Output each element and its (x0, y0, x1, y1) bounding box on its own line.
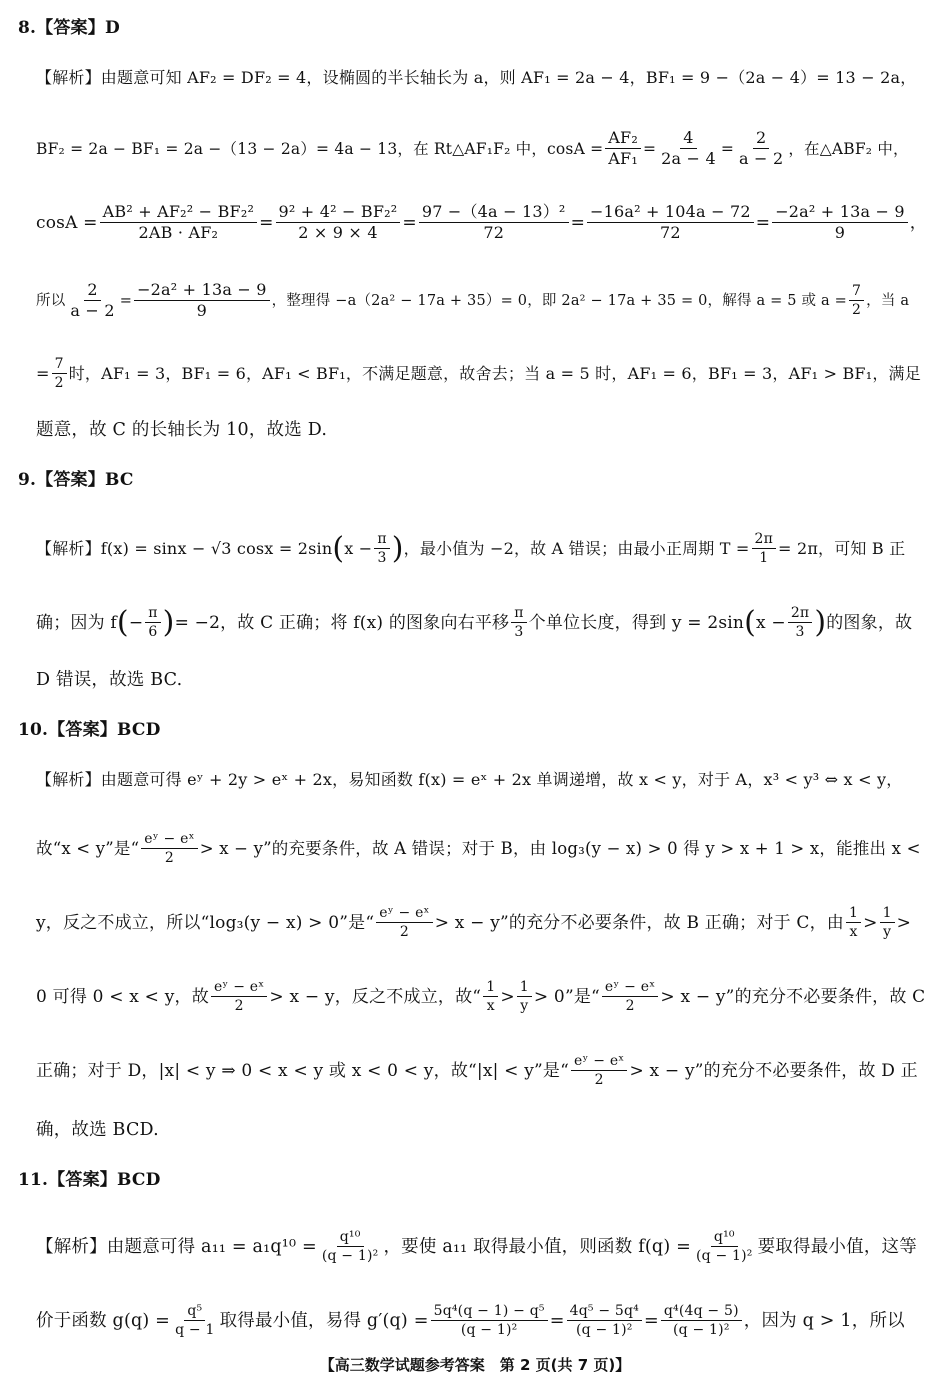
text: − (128, 612, 144, 633)
text: > x − y”的充分不必要条件，故 C (660, 986, 926, 1007)
numerator: eʸ − eˣ (141, 830, 197, 849)
numerator: 1 (846, 904, 861, 923)
text: = (549, 1310, 565, 1331)
q10-line-2 (36, 830, 928, 867)
numerator: 1 (517, 978, 532, 997)
numerator: eʸ − eˣ (602, 978, 658, 997)
denominator: y (883, 924, 892, 940)
equals: = (755, 212, 771, 233)
text: 正确；对于 D，|x| < y ⇒ 0 < x < y 或 x < 0 < y，故“|x| < y”是“ (36, 1060, 569, 1081)
q9-answer: 9.【答案】BC (18, 470, 134, 490)
numerator: q¹⁰ (337, 1228, 364, 1247)
denominator: AF₁ (608, 149, 638, 168)
q8-line-2 (36, 128, 928, 169)
denominator: 9 (196, 301, 208, 320)
fraction (661, 1302, 742, 1339)
denominator: 6 (148, 624, 158, 640)
text: cosA = (36, 212, 98, 233)
denominator: (q − 1)² (575, 1322, 633, 1338)
denominator: 2 (852, 302, 862, 318)
fraction (145, 604, 160, 641)
denominator: (q − 1)² (695, 1248, 753, 1264)
numerator: eʸ − eˣ (376, 904, 432, 923)
numerator: 2π (788, 604, 813, 623)
numerator: 7 (849, 282, 864, 301)
right-paren: ) (814, 604, 827, 640)
fraction (880, 904, 895, 941)
fraction (319, 1228, 382, 1265)
text: ，最小值为 −2，故 A 错误；由最小正周期 T = (403, 538, 750, 558)
denominator: x (486, 998, 495, 1014)
numerator: −2a² + 13a − 9 (134, 280, 270, 301)
text: > 0”是“ (533, 986, 600, 1007)
text: = (644, 1310, 659, 1331)
text: 0 可得 0 < x < y，故 (36, 986, 209, 1007)
numerator: eʸ − eˣ (571, 1052, 627, 1071)
fraction (605, 128, 641, 169)
denominator: (q − 1)² (460, 1322, 518, 1338)
fraction (483, 978, 498, 1015)
text: 个单位长度，得到 y = 2sin (528, 612, 745, 633)
denominator: 2 (234, 998, 244, 1014)
numerator: 1 (483, 978, 498, 997)
q9-line-1 (36, 530, 928, 567)
fraction (134, 280, 270, 321)
q8-line-4 (36, 280, 928, 321)
numerator: 2 (753, 128, 769, 149)
fraction (736, 128, 786, 169)
text: > (896, 912, 912, 933)
denominator: a − 2 (70, 301, 115, 320)
denominator: 3 (795, 624, 805, 640)
fraction (849, 282, 864, 319)
fraction (276, 202, 401, 243)
denominator: (q − 1)² (673, 1322, 730, 1338)
q9-line-2 (36, 604, 928, 641)
left-paren: ( (744, 604, 756, 640)
text: > (863, 912, 878, 933)
fraction (752, 530, 777, 567)
left-paren: ( (116, 604, 129, 640)
fraction (658, 128, 719, 169)
text: y，反之不成立，所以“log₃(y − x) > 0”是“ (36, 912, 375, 933)
denominator: 72 (483, 223, 505, 242)
fraction (788, 604, 813, 641)
equals: = (402, 212, 417, 233)
fraction (172, 1302, 218, 1339)
numerator: 2π (752, 530, 777, 549)
equals: = (570, 212, 586, 233)
numerator: 2 (84, 280, 100, 301)
right-paren: ) (162, 604, 175, 640)
denominator: (q − 1)² (321, 1248, 379, 1264)
fraction (567, 1302, 642, 1339)
fraction (100, 202, 257, 243)
equals: = (720, 139, 735, 158)
fraction (376, 904, 432, 941)
text: ， (909, 212, 927, 233)
q10-line-5 (36, 1052, 928, 1089)
text: 要取得最小值，这等 (757, 1236, 917, 1257)
denominator: a − 2 (739, 149, 784, 168)
page-footer: 【高三数学试题参考答案 第 2 页(共 7 页)】 (319, 1356, 631, 1374)
fraction (571, 1052, 627, 1089)
q11-line-1 (36, 1228, 928, 1265)
text: 的图象，故 (826, 612, 913, 633)
denominator: 2 (594, 1072, 604, 1088)
fraction (374, 530, 389, 567)
numerator: −16a² + 104a − 72 (587, 202, 754, 223)
text: x − (755, 612, 786, 633)
text: 【解析】f(x) = sinx − √3 cosx = 2sin (36, 538, 333, 558)
text: ，整理得 −a（2a² − 17a + 35）= 0，即 2a² − 17a + 35 = 0，解得 a = 5 或 a = (271, 292, 848, 309)
denominator: 2 × 9 × 4 (298, 223, 378, 242)
denominator: 2a − 4 (661, 149, 716, 168)
q10-line-3 (36, 904, 928, 941)
text: > x − y”的充要条件，故 A 错误；对于 B，由 log₃(y − x) > 0 得 y > x + 1 > x，能推出 x < (199, 838, 921, 858)
text: ，因为 q > 1，所以 (743, 1310, 905, 1331)
numerator: π (374, 530, 389, 549)
equals: = (119, 292, 133, 309)
numerator: q⁴(4q − 5) (661, 1302, 742, 1321)
fraction (511, 604, 526, 641)
fraction (693, 1228, 756, 1265)
fraction (846, 904, 861, 941)
q8-line-5 (36, 355, 928, 392)
numerator: 4q⁵ − 5q⁴ (567, 1302, 642, 1321)
numerator: eʸ − eˣ (211, 978, 267, 997)
q11-line-2 (36, 1302, 928, 1339)
text: 取得最小值，易得 g′(q) = (219, 1310, 429, 1331)
denominator: 2 (164, 850, 175, 866)
numerator: q¹⁰ (711, 1228, 738, 1247)
text: > x − y，反之不成立，故“ (269, 986, 482, 1007)
denominator: 1 (759, 550, 769, 566)
denominator: q − 1 (175, 1322, 215, 1338)
fraction (141, 830, 197, 867)
q8-answer: 8.【答案】D (18, 18, 120, 38)
numerator: π (145, 604, 160, 623)
text: ，当 a (866, 292, 910, 309)
numerator: 1 (880, 904, 895, 923)
fraction (587, 202, 754, 243)
q10-line-4 (36, 978, 928, 1015)
numerator: AF₂ (605, 128, 641, 149)
text: 时，AF₁ = 3，BF₁ = 6，AF₁ < BF₁，不满足题意，故舍去；当 a = 5 时，AF₁ = 6，BF₁ = 3，AF₁ > BF₁，满足 (68, 363, 921, 383)
text: x − (344, 538, 373, 558)
numerator: 7 (52, 355, 67, 374)
fraction (772, 202, 908, 243)
text: > x − y”的充分不必要条件，故 B 正确；对于 C，由 (434, 912, 844, 933)
equals: = (259, 212, 274, 233)
text: 【解析】由题意可得 a₁₁ = a₁q¹⁰ = (36, 1236, 317, 1257)
text: > x − y”的充分不必要条件，故 D 正 (629, 1060, 918, 1081)
fraction (431, 1302, 548, 1339)
denominator: 2 (399, 924, 410, 940)
left-paren: ( (332, 530, 345, 566)
fraction (602, 978, 658, 1015)
denominator: 3 (514, 624, 524, 640)
q10-line-1: 【解析】由题意可得 eʸ + 2y > eˣ + 2x，易知函数 f(x) = eˣ + 2x 单调递增，故 x < y，对于 A，x³ < y³ ⇔ x < y， (36, 770, 903, 789)
q8-line-3 (36, 202, 928, 243)
text: 价于函数 g(q) = (36, 1310, 171, 1331)
numerator: 4 (680, 128, 696, 149)
equals: = (642, 139, 657, 158)
fraction (52, 355, 67, 392)
q10-line-6: 确，故选 BCD. (36, 1120, 159, 1140)
text: ，要使 a₁₁ 取得最小值，则函数 f(q) = (383, 1236, 691, 1257)
q9-line-3: D 错误，故选 BC. (36, 670, 183, 690)
text: = −2，故 C 正确；将 f(x) 的图象向右平移 (174, 612, 510, 633)
fraction (67, 280, 117, 321)
text: 所以 (36, 292, 66, 309)
numerator: π (511, 604, 526, 623)
denominator: 2 (625, 998, 635, 1014)
text: 确；因为 f (36, 612, 117, 633)
numerator: 5q⁴(q − 1) − q⁵ (431, 1302, 548, 1321)
denominator: x (849, 924, 858, 940)
fraction (419, 202, 569, 243)
text: = (36, 363, 50, 383)
text: > (500, 986, 515, 1007)
text: = 2π，可知 B 正 (778, 538, 906, 558)
denominator: 2AB · AF₂ (138, 223, 219, 242)
q8-line-6: 题意，故 C 的长轴长为 10，故选 D. (36, 420, 328, 440)
numerator: q⁵ (184, 1302, 205, 1321)
denominator: 9 (834, 223, 846, 242)
numerator: AB² + AF₂² − BF₂² (100, 202, 257, 223)
denominator: 72 (659, 223, 681, 242)
numerator: −2a² + 13a − 9 (772, 202, 908, 223)
numerator: 97 −（4a − 13）² (419, 202, 569, 223)
right-paren: ) (391, 530, 404, 566)
text: 故“x < y”是“ (36, 838, 140, 858)
fraction (517, 978, 532, 1015)
denominator: y (520, 998, 529, 1014)
q8-line-1: 【解析】由题意可知 AF₂ = DF₂ = 4，设椭圆的半长轴长为 a，则 AF₁ = 2a − 4，BF₁ = 9 −（2a − 4）= 13 − 2a， (36, 68, 917, 87)
q10-answer: 10.【答案】BCD (18, 720, 161, 740)
text: ，在△ABF₂ 中， (788, 139, 909, 158)
q11-answer: 11.【答案】BCD (18, 1170, 161, 1190)
denominator: 3 (377, 550, 387, 566)
numerator: 9² + 4² − BF₂² (276, 202, 401, 223)
denominator: 2 (54, 375, 64, 391)
fraction (211, 978, 267, 1015)
text: BF₂ = 2a − BF₁ = 2a −（13 − 2a）= 4a − 13，在 Rt△AF₁F₂ 中，cosA = (36, 139, 604, 158)
